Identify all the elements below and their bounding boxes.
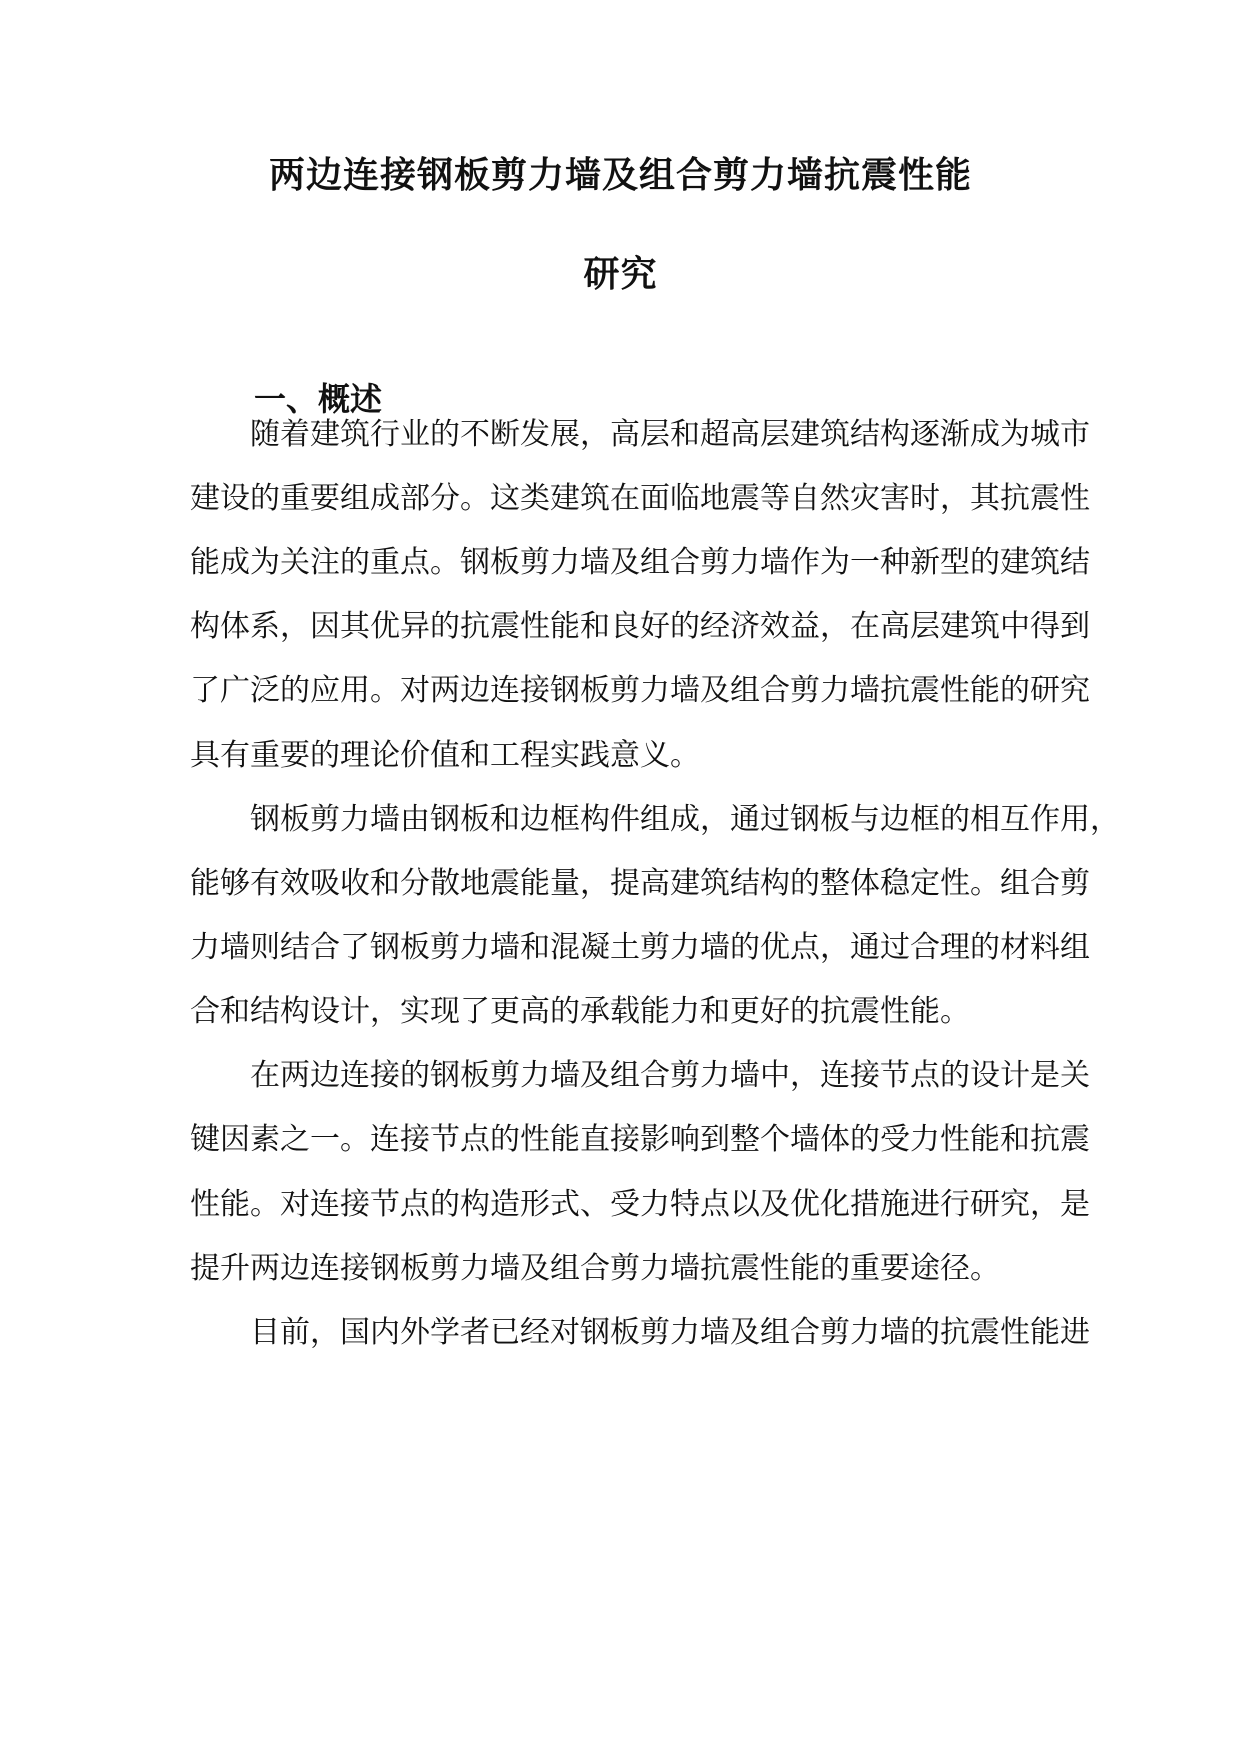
paragraph-line: 了广泛的应用。对两边连接钢板剪力墙及组合剪力墙抗震性能的研究 <box>190 673 1090 708</box>
paragraph-line: 随着建筑行业的不断发展，高层和超高层建筑结构逐渐成为城市 <box>250 417 1090 452</box>
paragraph-line: 性能。对连接节点的构造形式、受力特点以及优化措施进行研究，是 <box>190 1187 1090 1222</box>
paragraph-line: 提升两边连接钢板剪力墙及组合剪力墙抗震性能的重要途径。 <box>190 1251 1000 1286</box>
paragraph-line: 建设的重要组成部分。这类建筑在面临地震等自然灾害时，其抗震性 <box>190 481 1090 516</box>
paragraph-line: 键因素之一。连接节点的性能直接影响到整个墙体的受力性能和抗震 <box>190 1122 1090 1157</box>
document-title-line-1: 两边连接钢板剪力墙及组合剪力墙抗震性能 <box>268 154 972 196</box>
paragraph-line: 构体系，因其优异的抗震性能和良好的经济效益，在高层建筑中得到 <box>190 609 1090 644</box>
paragraph-line: 能够有效吸收和分散地震能量，提高建筑结构的整体稳定性。组合剪 <box>190 866 1090 901</box>
document-title-line-2: 研究 <box>583 253 658 295</box>
paragraph-line: 具有重要的理论价值和工程实践意义。 <box>190 738 700 773</box>
paragraph-line: 目前，国内外学者已经对钢板剪力墙及组合剪力墙的抗震性能进 <box>250 1315 1090 1350</box>
paragraph-line: 钢板剪力墙由钢板和边框构件组成，通过钢板与边框的相互作用， <box>250 802 1120 837</box>
section-heading: 一、概述 <box>254 380 383 418</box>
paragraph-line: 力墙则结合了钢板剪力墙和混凝土剪力墙的优点，通过合理的材料组 <box>190 930 1090 965</box>
paragraph-line: 在两边连接的钢板剪力墙及组合剪力墙中，连接节点的设计是关 <box>250 1058 1090 1093</box>
paragraph-line: 合和结构设计，实现了更高的承载能力和更好的抗震性能。 <box>190 994 970 1029</box>
paragraph-line: 能成为关注的重点。钢板剪力墙及组合剪力墙作为一种新型的建筑结 <box>190 545 1090 580</box>
